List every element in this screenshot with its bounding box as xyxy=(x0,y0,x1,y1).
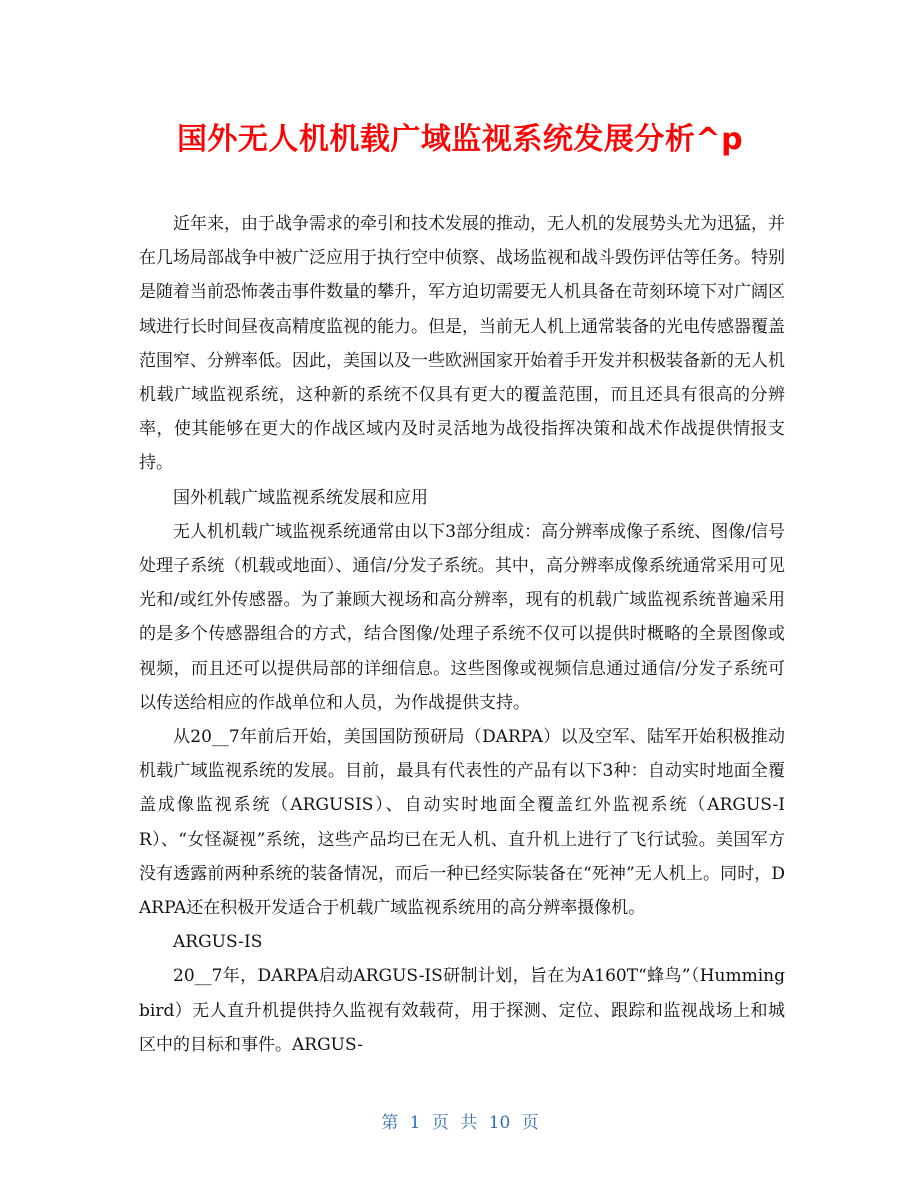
paragraph-argus-is: 20__7年，DARPA启动ARGUS-IS研制计划，旨在为A160T“蜂鸟”（Hummingbird）无人直升机提供持久监视有效载荷，用于探测、定位、跟踪和监视战场上和城区中的目标和事件。ARGUS- xyxy=(139,966,785,1055)
subsection-heading-argus-is: ARGUS-IS xyxy=(173,932,263,953)
section-heading: 国外机载广域监视系统发展和应用 xyxy=(173,487,428,508)
paragraph-intro: 近年来，由于战争需求的牵引和技术发展的推动，无人机的发展势头尤为迅猛，并在几场局部战争中被广泛应用于执行空中侦察、战场监视和战斗毁伤评估等任务。特别是随着当前恐怖袭击事件数量的攀升，军方迫切需要无人机具备在苛刻环境下对广阔区域进行长时间昼夜高精度监视的能力。但是，当前无人机上通常装备的光电传感器覆盖范围窄、分辨率低。因此，美国以及一些欧洲国家开始着手开发并积极装备新的无人机机载广域监视系统，这种新的系统不仅具有更大的覆盖范围，而且还具有很高的分辨率，使其能够在更大的作战区域内及时灵活地为战役指挥决策和战术作战提供情报支持。 xyxy=(139,214,785,474)
page-title: 国外无人机机载广域监视系统发展分析^p xyxy=(176,122,744,157)
paragraph-development: 从20__7年前后开始，美国国防预研局（DARPA）以及空军、陆军开始积极推动机载广域监视系统的发展。目前，最具有代表性的产品有以下3种：自动实时地面全覆盖成像监视系统（ARGUSIS）、自动实时地面全覆盖红外监视系统（ARGUS-IR）、“女怪凝视”系统，这些产品均已在无人机、直升机上进行了飞行试验。美国军方没有透露前两种系统的装备情况，而后一种已经实际装备在“死神”无人机上。同时，DARPA还在积极开发适合于机载广域监视系统用的高分辨率摄像机。 xyxy=(139,727,785,919)
page-footer: 第 1 页 共 10 页 xyxy=(381,1113,539,1133)
document-body xyxy=(139,207,785,1062)
paragraph-composition: 无人机机载广域监视系统通常由以下3部分组成：高分辨率成像子系统、图像/信号处理子系统（机载或地面）、通信/分发子系统。其中，高分辨率成像系统通常采用可见光和/或红外传感器。为了兼顾大视场和高分辨率，现有的机载广域监视系统普遍采用的是多个传感器组合的方式，结合图像/处理子系统不仅可以提供时概略的全景图像或视频，而且还可以提供局部的详细信息。这些图像或视频信息通过通信/分发子系统可以传送给相应的作战单位和人员，为作战提供支持。 xyxy=(139,521,785,713)
